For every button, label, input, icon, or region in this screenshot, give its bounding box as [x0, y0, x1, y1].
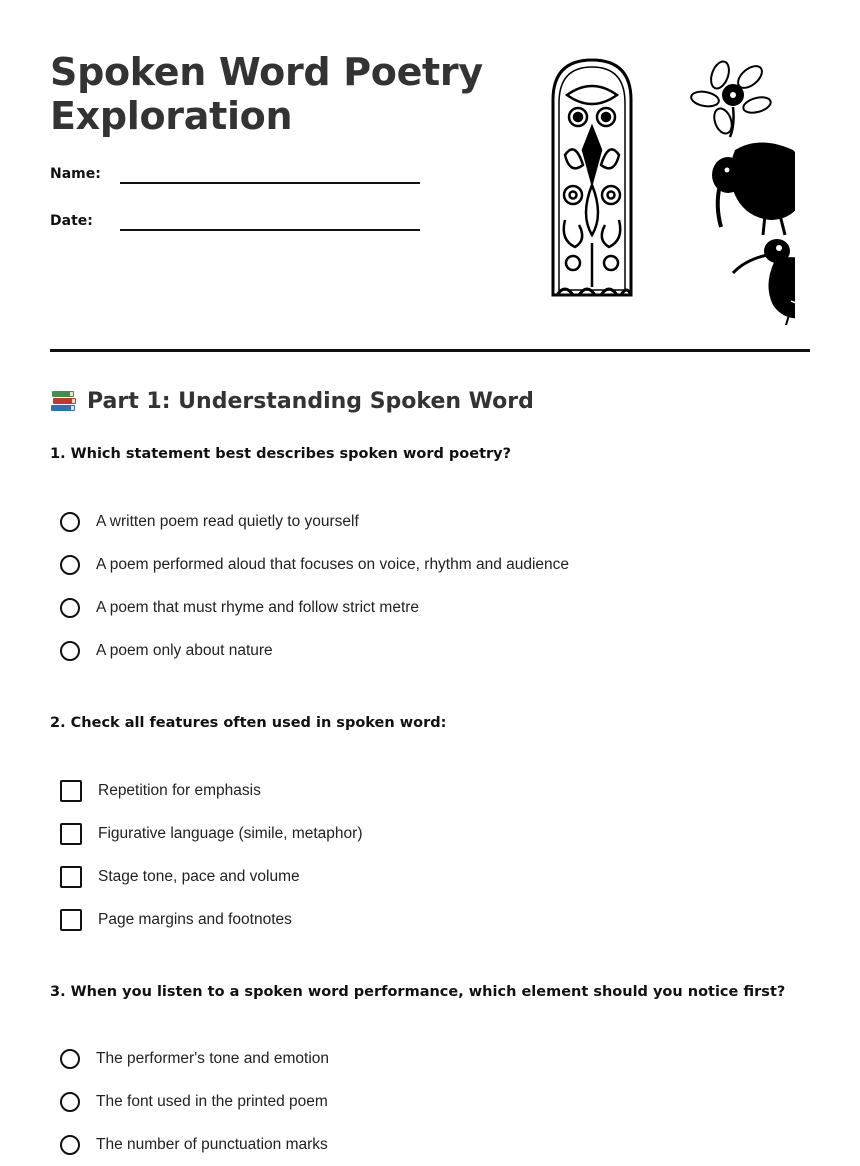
- title-line-2: Exploration: [50, 94, 293, 138]
- huia-bird-icon: [733, 239, 795, 325]
- question-3-options: [60, 1037, 329, 1166]
- radio-button[interactable]: [60, 1049, 80, 1069]
- option-3b[interactable]: [60, 1080, 329, 1123]
- question-1-options: [60, 500, 569, 672]
- question-3: 3. When you listen to a spoken word performance, which element should you notice first?: [50, 984, 786, 1000]
- option-2d[interactable]: [60, 898, 362, 941]
- option-label: A poem performed aloud that focuses on voice, rhythm and audience: [96, 555, 570, 573]
- option-label: Figurative language (simile, metaphor): [98, 824, 363, 842]
- option-label: The performer's tone and emotion: [96, 1049, 329, 1067]
- radio-button[interactable]: [60, 512, 80, 532]
- radio-button[interactable]: [60, 555, 80, 575]
- checkbox[interactable]: [60, 780, 82, 802]
- checkbox[interactable]: [60, 823, 82, 845]
- radio-button[interactable]: [60, 641, 80, 661]
- section-title-text: Part 1: Understanding Spoken Word: [87, 388, 534, 414]
- option-3c[interactable]: [60, 1123, 329, 1166]
- option-1c[interactable]: [60, 586, 569, 629]
- question-2-options: [60, 769, 362, 941]
- section-title-part-1: [50, 388, 534, 414]
- name-label: Name:: [50, 166, 101, 182]
- checkbox[interactable]: [60, 866, 82, 888]
- radio-button[interactable]: [60, 1135, 80, 1155]
- option-label: The font used in the printed poem: [96, 1092, 328, 1110]
- option-label: A written poem read quietly to yourself: [96, 512, 359, 530]
- option-label: A poem that must rhyme and follow strict metre: [96, 598, 420, 616]
- radio-button[interactable]: [60, 598, 80, 618]
- date-label: Date:: [50, 213, 93, 229]
- option-label: The number of punctuation marks: [96, 1135, 328, 1153]
- carved-pou-icon: [553, 60, 631, 295]
- header-divider: [50, 349, 810, 352]
- question-2: 2. Check all features often used in spoken word:: [50, 715, 447, 731]
- kowhai-flower-icon: [690, 59, 772, 137]
- name-line[interactable]: [120, 182, 420, 184]
- title-line-1: Spoken Word Poetry: [50, 50, 483, 94]
- option-2a[interactable]: [60, 769, 362, 812]
- date-line[interactable]: [120, 229, 420, 231]
- option-1d[interactable]: [60, 629, 569, 672]
- option-label: Page margins and footnotes: [98, 910, 292, 928]
- option-label: Stage tone, pace and volume: [98, 867, 300, 885]
- kiwi-bird-icon: [712, 143, 795, 236]
- books-icon: [50, 388, 78, 414]
- option-1b[interactable]: [60, 543, 569, 586]
- question-1: 1. Which statement best describes spoken word poetry?: [50, 446, 512, 462]
- option-1a[interactable]: [60, 500, 569, 543]
- option-2c[interactable]: [60, 855, 362, 898]
- option-2b[interactable]: [60, 812, 362, 855]
- checkbox[interactable]: [60, 909, 82, 931]
- option-label: A poem only about nature: [96, 641, 273, 659]
- radio-button[interactable]: [60, 1092, 80, 1112]
- option-3a[interactable]: [60, 1037, 329, 1080]
- option-label: Repetition for emphasis: [98, 781, 261, 799]
- worksheet-header: [50, 50, 810, 350]
- illustration-group: [545, 55, 795, 325]
